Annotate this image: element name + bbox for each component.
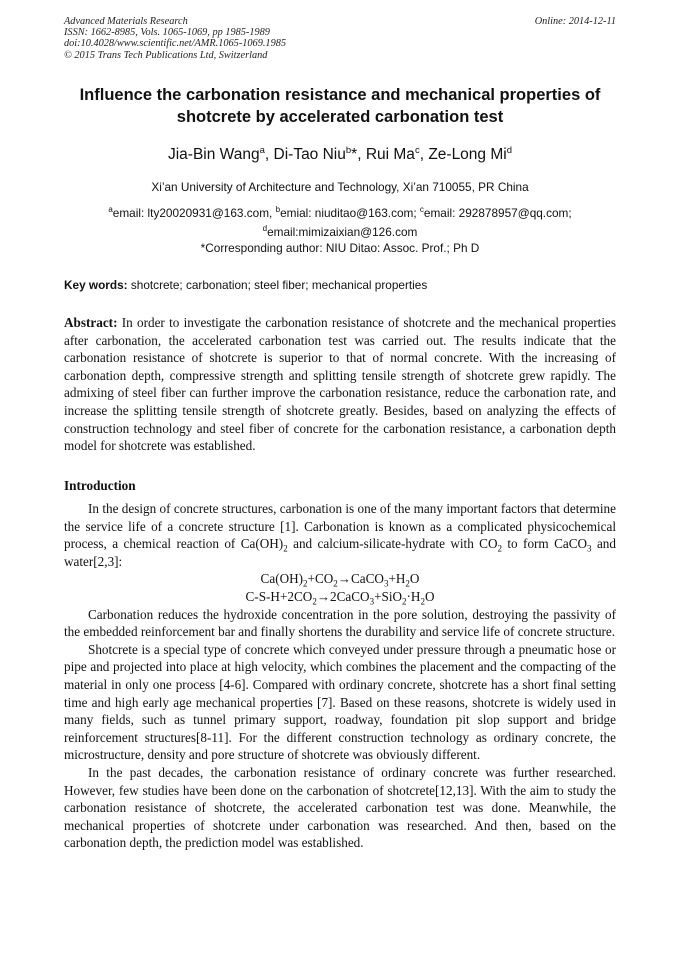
intro-paragraph-3: Shotcrete is a special type of concrete which conveyed under pressure through a pneumatic hose or pipe and projected into place at high velocity, which combines the placement and the compacting of the material in only one process [4-6]. Compared with ordinary concrete, shotcrete has a short final setting time and high early age mechanical properties [7]. Based on these reasons, shotcrete is widely used in many fields, such as tunnel primary support, roadway, foundation pit slop support and bridge reinforcement structures[8-11]. For the different construction technology as ordinary concrete, the microstructure, density and pore structure of shotcrete was obviously different.	[64, 641, 616, 763]
journal-header	[64, 16, 616, 61]
eq-run: +CO	[307, 571, 334, 587]
subscript: 2	[402, 596, 407, 607]
equation-1	[64, 570, 616, 588]
corresponding-author: *Corresponding author: NIU Ditao: Assoc. Prof.; Ph D	[200, 240, 480, 255]
eq-run: ·H	[406, 588, 421, 604]
author-sep: ,	[419, 146, 429, 164]
email-b: emial: niuditao@163.com;	[280, 205, 420, 220]
author-name: Jia-Bin Wang	[167, 146, 260, 164]
author-name: Rui Ma	[365, 146, 415, 164]
affiliation: Xi’an University of Architecture and Technology, Xi’an 710055, PR China	[151, 180, 529, 194]
intro-paragraph-1	[64, 500, 616, 570]
email-a: email: lty20020931@163.com,	[112, 205, 276, 220]
subscript: 2	[405, 579, 410, 590]
author-sep: *,	[351, 146, 366, 164]
author-list	[64, 141, 616, 165]
keywords-label: Key words:	[64, 278, 128, 292]
email-sup: b	[275, 205, 281, 214]
text-run: to form CaCO	[502, 536, 588, 552]
title-line-1: Influence the carbonation resistance and mechanical properties of	[79, 86, 601, 104]
eq-run: +SiO	[374, 588, 403, 604]
author-sup: c	[414, 145, 420, 156]
abstract	[64, 314, 616, 455]
author-sep: ,	[264, 146, 274, 164]
email-block	[64, 202, 616, 256]
subscript: 2	[283, 543, 288, 554]
eq-run: →2CaCO	[316, 588, 370, 604]
email-d: email:mimizaixian@126.com	[267, 224, 418, 239]
email-sup: d	[262, 223, 268, 233]
subscript: 2	[303, 579, 308, 590]
email-line-2	[64, 221, 616, 240]
author-sup: a	[259, 145, 265, 156]
email-sup: c	[419, 205, 424, 214]
eq-run: Ca(OH)	[260, 571, 304, 587]
issn-line: ISSN: 1662-8985, Vols. 1065-1069, pp 1985-1989	[64, 27, 270, 39]
introduction-body	[64, 500, 616, 852]
subscript: 2	[312, 596, 317, 607]
title-line-2: shotcrete by accelerated carbonation test	[176, 108, 504, 126]
subscript: 2	[333, 579, 338, 590]
subscript: 3	[369, 596, 375, 607]
intro-paragraph-2: Carbonation reduces the hydroxide concentration in the pore solution, destroying the passivity of the embedded reinforcement bar and finally shortens the durability and service life of concrete structure.	[64, 606, 616, 640]
abstract-label: Abstract:	[64, 315, 118, 330]
eq-run: O	[424, 588, 435, 604]
abstract-text: In order to investigate the carbonation resistance of shotcrete and the mechanical properties after carbonation, the accelerated carbonation test was carried out. The results indicate that the carbonation resistance of shotcrete is superior to that of normal concrete. With the increasing of carbonation depth, compressive strength and splitting tensile strength of shotcrete grew rapidly. The admixing of steel fiber can further improve the carbonation resistance, reduce the carbonation rate, and increase the splitting tensile strength of shotcrete greatly. Besides, based on analyzing the effects of construction technology and steel fiber of concrete for the carbonation resistance, a carbonation depth model for shotcrete was established.	[64, 315, 616, 454]
email-line-1	[64, 202, 616, 221]
intro-paragraph-4: In the past decades, the carbonation resistance of ordinary concrete was further researched. However, few studies have been done on the carbonation of shotcrete[12,13]. With the aim to study the carbonation resistance of shotcrete, the accelerated carbonation test was done. Meanwhile, the mechanical properties of shotcrete under carbonation was researched. And then, based on the carbonation depth, the prediction model was established.	[64, 764, 616, 851]
subscript: 2	[420, 596, 425, 607]
copyright-line: © 2015 Trans Tech Publications Ltd, Switzerland	[64, 49, 268, 61]
email-c: email: 292878957@qq.com;	[423, 205, 572, 220]
eq-run: →CaCO	[337, 571, 384, 587]
section-heading-introduction: Introduction	[64, 478, 136, 493]
equation-2	[64, 588, 616, 606]
email-sup: a	[108, 205, 113, 214]
online-date: Online: 2014-12-11	[534, 16, 616, 27]
author-sup: d	[506, 145, 513, 156]
author-sup: b	[345, 145, 352, 156]
subscript: 3	[383, 579, 389, 590]
text-run: In the design of concrete structures, carbonation is one of the many important factors that determine the service life of a concrete structure [1]. Carbonation is known as a complicated physicochemical process, a chemical reaction of Ca(OH)	[64, 501, 616, 552]
author-name: Di-Tao Niu	[273, 146, 346, 164]
eq-run: C-S-H+2CO	[245, 588, 313, 604]
author-name: Ze-Long Mi	[428, 146, 507, 164]
eq-run: +H	[388, 571, 406, 587]
keywords	[64, 277, 616, 293]
text-run: and calcium-silicate-hydrate with CO	[287, 536, 498, 552]
journal-name: Advanced Materials Research	[64, 16, 188, 27]
doi-line: doi:10.4028/www.scientific.net/AMR.1065-1069.1985	[64, 38, 287, 50]
paper-title	[64, 84, 616, 128]
eq-run: O	[409, 571, 420, 587]
subscript: 2	[497, 543, 502, 554]
text-run: and water[2,3]:	[64, 536, 616, 569]
keywords-text: shotcrete; carbonation; steel fiber; mechanical properties	[127, 278, 428, 292]
subscript: 3	[587, 543, 592, 554]
